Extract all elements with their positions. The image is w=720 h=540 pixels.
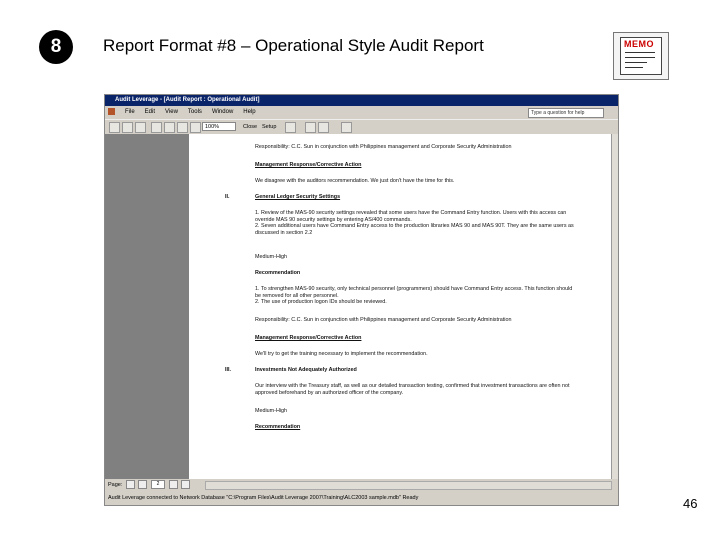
one-page-icon[interactable] bbox=[164, 122, 175, 133]
menu-file[interactable]: File bbox=[125, 109, 135, 115]
report-response-1: We disagree with the auditors recommendation. We just don't have the time for this. bbox=[255, 178, 455, 184]
previous-page-button[interactable] bbox=[138, 480, 147, 489]
report-section-number-3: III. bbox=[225, 367, 231, 373]
multiple-pages-icon[interactable] bbox=[190, 122, 201, 133]
report-risk-1: Medium-High bbox=[255, 254, 288, 260]
first-page-button[interactable] bbox=[126, 480, 135, 489]
help-icon[interactable] bbox=[341, 122, 352, 133]
memo-icon bbox=[613, 32, 669, 80]
report-recommendation-1: 1. To strengthen MAS-90 security, only technical personnel (programmers) should have Command Entry access. This function should be removed for all other personnel. 2. The use of production logon IDs should be reviewed. bbox=[255, 286, 573, 306]
memo-label: MEMO bbox=[624, 39, 654, 49]
report-section-number-2: II. bbox=[225, 194, 230, 200]
report-findings-2: 1. Review of the MAS-90 security settings revealed that some users have the Command Entry function. Users with this access can override MAS 90 security settings by entering AS/400 commands. 2. Seven additional users have Command Entry access to the production libraries MAS 90 and MAS 90T. They are the same users as discussed in section 2.2 bbox=[255, 210, 574, 236]
zoom-icon[interactable] bbox=[151, 122, 162, 133]
report-responsibility-1: Responsibility: C.C. Sun in conjunction with Philippines management and Corporate Security Administration bbox=[255, 144, 512, 150]
report-findings-3: Our interview with the Treasury staff, as well as our detailed transaction testing, confirmed that investment transactions are often not approved beforehand by an authorized officer of the company. bbox=[255, 383, 570, 396]
setup-button[interactable]: Setup bbox=[262, 124, 277, 130]
status-bar: Audit Leverage connected to Network Database "C:\Program Files\Audit Leverage 2007\Training\ALC2003 sample.mdb" Ready bbox=[108, 495, 419, 501]
report-response-2: We'll try to get the training necessary to implement the recommendation. bbox=[255, 351, 428, 357]
memo-line bbox=[625, 57, 655, 58]
help-search-input[interactable]: Type a question for help bbox=[528, 108, 604, 118]
report-heading-recommendation-1: Recommendation bbox=[255, 270, 301, 276]
two-pages-icon[interactable] bbox=[177, 122, 188, 133]
report-risk-2: Medium-High bbox=[255, 408, 288, 414]
memo-line bbox=[625, 67, 643, 68]
report-page bbox=[189, 134, 611, 479]
menu-view[interactable]: View bbox=[165, 109, 178, 115]
close-button[interactable]: Close bbox=[243, 124, 258, 130]
slide-page-number: 46 bbox=[683, 496, 698, 511]
window-title: Audit Leverage - [Audit Report : Operational Audit] bbox=[105, 95, 618, 106]
menu-help[interactable]: Help bbox=[243, 109, 256, 115]
app-icon bbox=[108, 108, 115, 115]
document-area bbox=[105, 134, 611, 479]
next-page-button[interactable] bbox=[169, 480, 178, 489]
report-heading-mgmt-response-1: Management Response/Corrective Action bbox=[255, 162, 362, 168]
zoom-select[interactable] bbox=[202, 122, 236, 131]
report-heading-section-2: General Ledger Security Settings bbox=[255, 194, 341, 200]
save-icon[interactable] bbox=[122, 122, 133, 133]
report-heading-section-3: Investments Not Adequately Authorized bbox=[255, 367, 357, 373]
office-links-icon[interactable] bbox=[285, 122, 296, 133]
database-window-icon[interactable] bbox=[305, 122, 316, 133]
menu-tools[interactable]: Tools bbox=[187, 109, 202, 115]
print-icon[interactable] bbox=[135, 122, 146, 133]
report-heading-recommendation-2: Recommendation bbox=[255, 424, 301, 430]
memo-line bbox=[625, 62, 647, 63]
horizontal-scrollbar[interactable] bbox=[205, 481, 612, 490]
slide-number: 8 bbox=[50, 36, 62, 57]
last-page-button[interactable] bbox=[181, 480, 190, 489]
page-label: Page: bbox=[108, 482, 123, 488]
new-object-icon[interactable] bbox=[318, 122, 329, 133]
menu-edit[interactable]: Edit bbox=[144, 109, 156, 115]
report-responsibility-2: Responsibility: C.C. Sun in conjunction with Philippines management and Corporate Security Administration bbox=[255, 317, 512, 323]
vertical-scrollbar[interactable] bbox=[611, 134, 619, 479]
slide-title: Report Format #8 – Operational Style Audit Report bbox=[103, 36, 484, 55]
toolbar bbox=[105, 119, 618, 135]
memo-paper bbox=[620, 37, 662, 75]
app-window bbox=[104, 94, 619, 506]
menu-window[interactable]: Window bbox=[211, 109, 234, 115]
zoom-value: 100% bbox=[205, 124, 220, 130]
page-number-input[interactable]: 2 bbox=[151, 480, 165, 489]
view-icon[interactable] bbox=[109, 122, 120, 133]
report-heading-mgmt-response-2: Management Response/Corrective Action bbox=[255, 335, 362, 341]
slide-number-badge bbox=[39, 30, 73, 64]
memo-line bbox=[625, 52, 655, 53]
